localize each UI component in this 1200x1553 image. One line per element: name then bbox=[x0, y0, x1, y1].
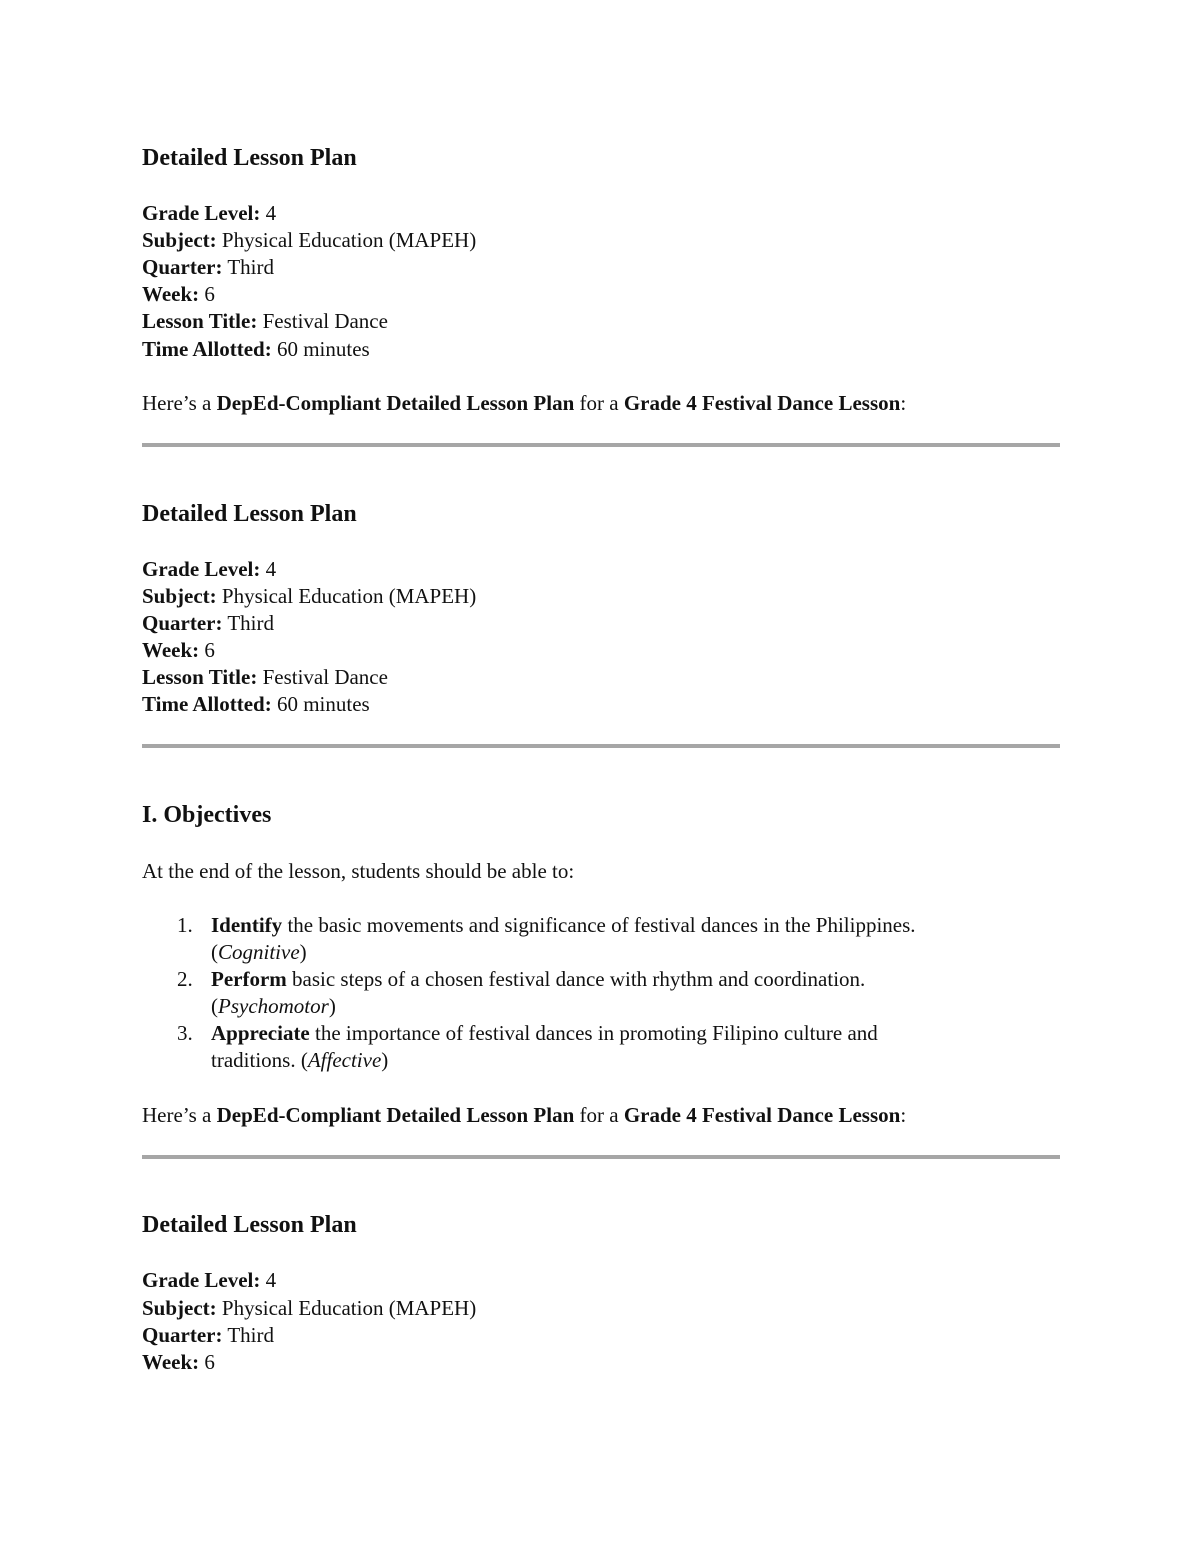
objective-item: 2. Perform basic steps of a chosen festival dance with rhythm and coordination. (Psychomotor) bbox=[177, 967, 866, 1018]
field-time-allotted: Time Allotted: 60 minutes bbox=[142, 337, 370, 361]
objectives-heading: I. Objectives bbox=[142, 802, 272, 828]
field-lesson-title: Lesson Title: Festival Dance bbox=[142, 665, 388, 689]
horizontal-rule bbox=[142, 744, 1060, 748]
intro-paragraph: Here’s a DepEd-Compliant Detailed Lesson Plan for a Grade 4 Festival Dance Lesson: bbox=[142, 391, 907, 415]
objectives-list bbox=[142, 912, 1060, 1074]
field-subject: Subject: Physical Education (MAPEH) bbox=[142, 584, 477, 608]
field-grade-level: Grade Level: 4 bbox=[142, 1268, 277, 1292]
field-subject: Subject: Physical Education (MAPEH) bbox=[142, 1296, 477, 1320]
field-grade-level: Grade Level: 4 bbox=[142, 557, 277, 581]
field-subject: Subject: Physical Education (MAPEH) bbox=[142, 228, 477, 252]
intro-paragraph: Here’s a DepEd-Compliant Detailed Lesson Plan for a Grade 4 Festival Dance Lesson: bbox=[142, 1103, 907, 1127]
field-quarter: Quarter: Third bbox=[142, 255, 274, 279]
field-week: Week: 6 bbox=[142, 638, 215, 662]
field-week: Week: 6 bbox=[142, 282, 215, 306]
objective-item: 3. Appreciate the importance of festival dances in promoting Filipino culture and traditions. (Affective) bbox=[177, 1021, 878, 1072]
block-1-heading: Detailed Lesson Plan bbox=[142, 145, 357, 171]
block-3-heading: Detailed Lesson Plan bbox=[142, 1212, 357, 1238]
objective-item: 1. Identify the basic movements and significance of festival dances in the Philippines. (Cognitive) bbox=[177, 913, 916, 964]
field-grade-level: Grade Level: 4 bbox=[142, 201, 277, 225]
field-week: Week: 6 bbox=[142, 1350, 215, 1374]
horizontal-rule bbox=[142, 443, 1060, 447]
objectives-lead: At the end of the lesson, students should be able to: bbox=[142, 859, 575, 883]
field-time-allotted: Time Allotted: 60 minutes bbox=[142, 692, 370, 716]
field-lesson-title: Lesson Title: Festival Dance bbox=[142, 309, 388, 333]
field-quarter: Quarter: Third bbox=[142, 1323, 274, 1347]
block-2-heading: Detailed Lesson Plan bbox=[142, 501, 357, 527]
horizontal-rule bbox=[142, 1155, 1060, 1159]
field-quarter: Quarter: Third bbox=[142, 611, 274, 635]
